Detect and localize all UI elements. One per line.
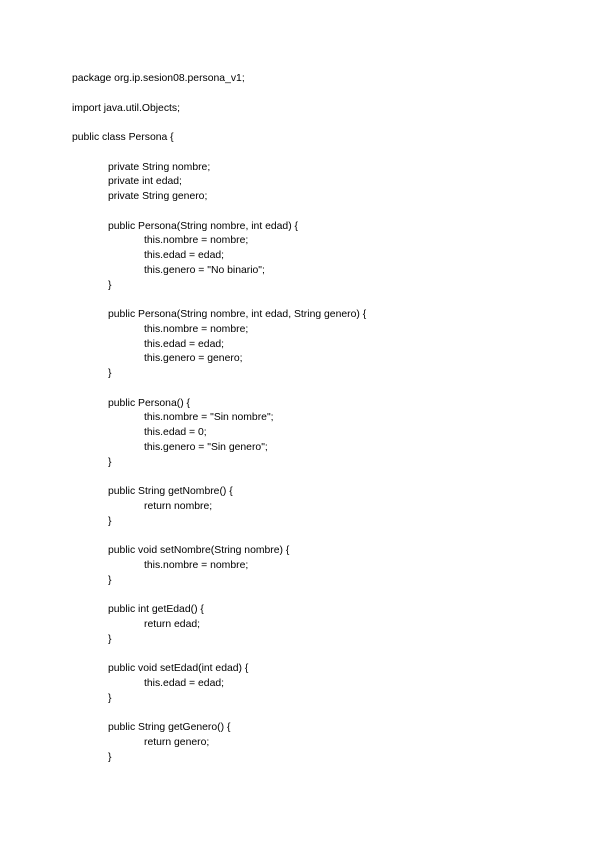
- blank-line: [72, 382, 572, 397]
- code-line: }: [108, 574, 112, 586]
- blank-line: [72, 706, 572, 721]
- code-line: return nombre;: [144, 500, 213, 512]
- code-line: this.nombre = nombre;: [144, 235, 249, 247]
- blank-line: [72, 87, 572, 102]
- code-line: public class Persona {: [72, 132, 174, 143]
- code-line: private String nombre;: [108, 161, 211, 173]
- code-line: this.genero = genero;: [144, 353, 243, 365]
- code-line: private String genero;: [108, 191, 208, 202]
- code-line: }: [108, 456, 112, 468]
- code-line: import java.util.Objects;: [72, 102, 180, 114]
- blank-line: [72, 205, 572, 220]
- code-line: this.edad = 0;: [144, 427, 207, 438]
- code-line: this.nombre = "Sin nombre";: [144, 412, 274, 424]
- code-line: }: [108, 633, 112, 645]
- code-line: public int getEdad() {: [108, 604, 204, 615]
- code-line: this.nombre = nombre;: [144, 559, 249, 571]
- code-line: public void setEdad(int edad) {: [108, 663, 249, 674]
- code-line: }: [108, 751, 112, 763]
- code-line: this.nombre = nombre;: [144, 323, 249, 335]
- code-line: this.edad = edad;: [144, 250, 225, 261]
- code-line: this.edad = edad;: [144, 677, 225, 689]
- code-line: }: [108, 692, 112, 704]
- blank-line: [72, 470, 572, 485]
- code-line: private int edad;: [108, 176, 182, 188]
- code-line: }: [108, 279, 112, 291]
- blank-line: [72, 116, 572, 131]
- code-line: this.edad = edad;: [144, 338, 225, 350]
- code-line: public String getGenero() {: [108, 722, 231, 733]
- code-line: return genero;: [144, 736, 210, 748]
- code-line: return edad;: [144, 618, 201, 630]
- code-line: }: [108, 515, 112, 527]
- blank-line: [72, 146, 572, 161]
- code-listing: [72, 72, 572, 765]
- blank-line: [72, 293, 572, 308]
- code-line: public Persona(String nombre, int edad) {: [108, 220, 299, 232]
- blank-line: [72, 588, 572, 603]
- code-line: }: [108, 368, 112, 379]
- code-line: package org.ip.sesion08.persona_v1;: [72, 73, 245, 84]
- code-line: this.genero = "Sin genero";: [144, 441, 268, 453]
- code-line: public void setNombre(String nombre) {: [108, 545, 290, 556]
- code-line: public Persona(String nombre, int edad, String genero) {: [108, 309, 367, 320]
- code-line: public String getNombre() {: [108, 486, 233, 497]
- code-line: public Persona() {: [108, 397, 191, 409]
- code-line: this.genero = "No binario";: [144, 264, 265, 276]
- blank-line: [72, 647, 572, 662]
- blank-line: [72, 529, 572, 544]
